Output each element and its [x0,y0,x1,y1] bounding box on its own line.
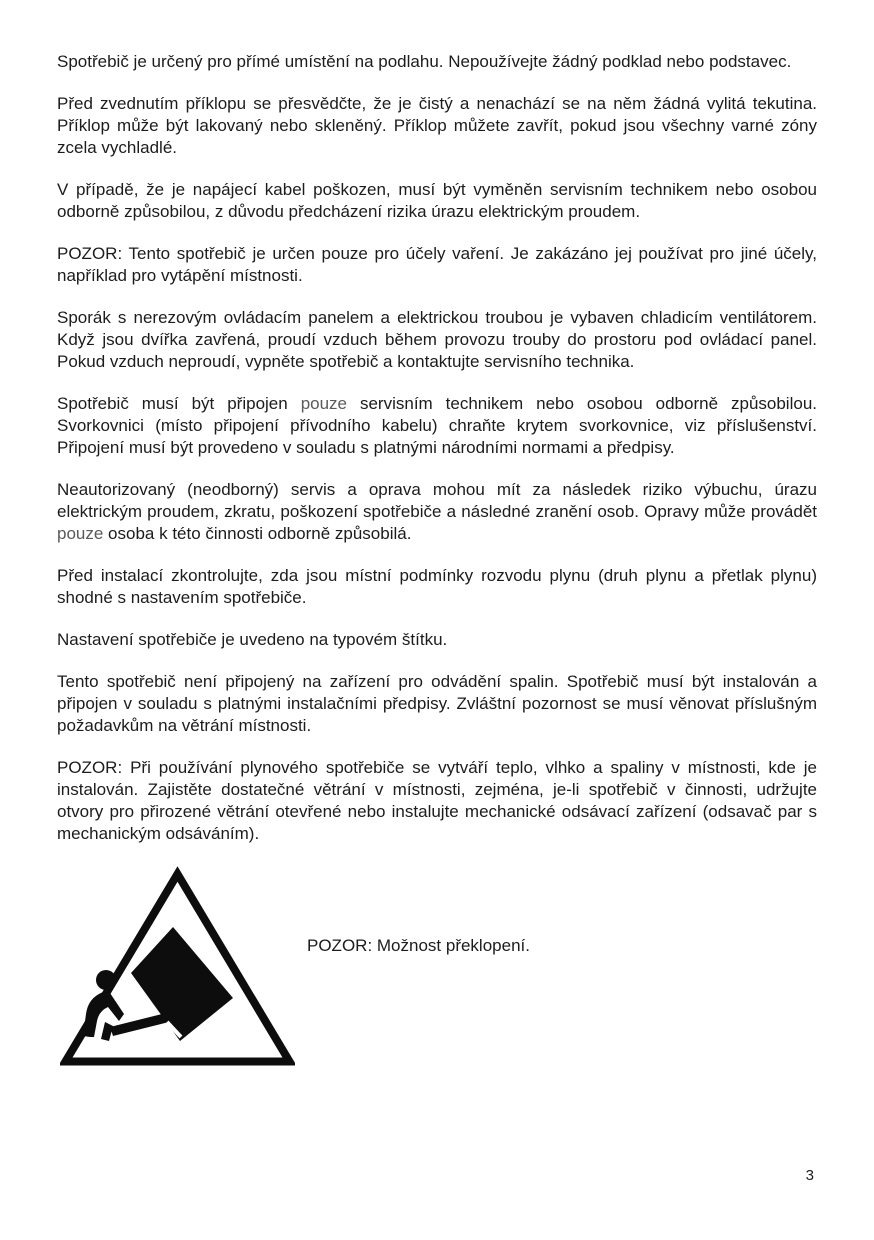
text-segment: osoba k této činnosti odborně způsobilá. [103,524,412,543]
tip-over-hazard-triangle-icon [60,865,295,1069]
paragraph-ventilation-warning: POZOR: Při používání plynového spotřebiče se vytváří teplo, vlhko a spaliny v místnosti, kde je instalován. Zajistěte dostatečné větrání v místnosti, zejména, je-li spotřebič v činnosti, udržujte otvory pro přirozené větrání otevřené nebo instalujte mechanické odsávací zařízení (odsavač par s mechanickým odsáváním). [57,758,817,843]
paragraph-flue-connection: Tento spotřebič není připojený na zařízení pro odvádění spalin. Spotřebič musí být instalován a připojen v souladu s platnými instalačními předpisy. Zvláštní pozornost se musí věnovat příslušným požadavkům na větrání místnosti. [57,672,817,735]
text-segment: pouze [300,394,348,413]
paragraph-rating-plate: Nastavení spotřebiče je uvedeno na typovém štítku. [57,630,448,649]
paragraph-lid-instructions: Před zvednutím příklopu se přesvědčte, že je čistý a nenachází se na něm žádná vylitá tekutina. Příklop může být lakovaný nebo skleněný. Příklop můžete zavřít, pokud jsou všechny varné zóny zcela vychladlé. [57,94,817,157]
paragraph-cooling-fan: Sporák s nerezovým ovládacím panelem a elektrickou troubou je vybaven chladicím ventilátorem. Když jsou dvířka zavřená, proudí vzduch během provozu trouby do prostoru pod ovládací panel. Pokud vzduch neproudí, vypněte spotřebič a kontaktujte servisního technika. [57,308,817,371]
paragraph-cooking-only-warning: POZOR: Tento spotřebič je určen pouze pro účely vaření. Je zakázáno jej používat pro jiné účely, například pro vytápění místnosti. [57,244,817,285]
paragraph-power-cable: V případě, že je napájecí kabel poškozen, musí být vyměněn servisním technikem nebo osobou odborně způsobilou, z důvodu předcházení rizika úrazu elektrickým proudem. [57,180,817,221]
tip-over-warning [57,865,817,1069]
warning-caption: POZOR: Možnost překlopení. [307,936,530,955]
page-number: 3 [805,1167,814,1184]
paragraph-connection-terminal [57,393,817,459]
text-segment: pouze [57,524,104,543]
paragraph-gas-conditions: Před instalací zkontrolujte, zda jsou místní podmínky rozvodu plynu (druh plynu a přetlak plynu) shodné s nastavením spotřebiče. [57,566,817,607]
text-segment: Neautorizovaný (neodborný) servis a oprava mohou mít za následek riziko výbuchu, úrazu elektrickým proudem, zkratu, poškození spotřebiče a následné zranění osob. Opravy může provádět [57,480,817,521]
text-segment: Spotřebič musí být připojen [57,394,301,413]
paragraph-unauthorized-service [57,479,817,545]
text-segment: servisním technikem nebo osobou odborně způsobilou. Svorkovnici (místo připojení přívodního kabelu) chraňte krytem svorkovnice, viz příslušenství. Připojení musí být provedeno v souladu s platnými národními normami a předpisy. [57,394,817,457]
paragraph-floor-placement: Spotřebič je určený pro přímé umístění na podlahu. Nepoužívejte žádný podklad nebo podstavec. [57,52,792,71]
